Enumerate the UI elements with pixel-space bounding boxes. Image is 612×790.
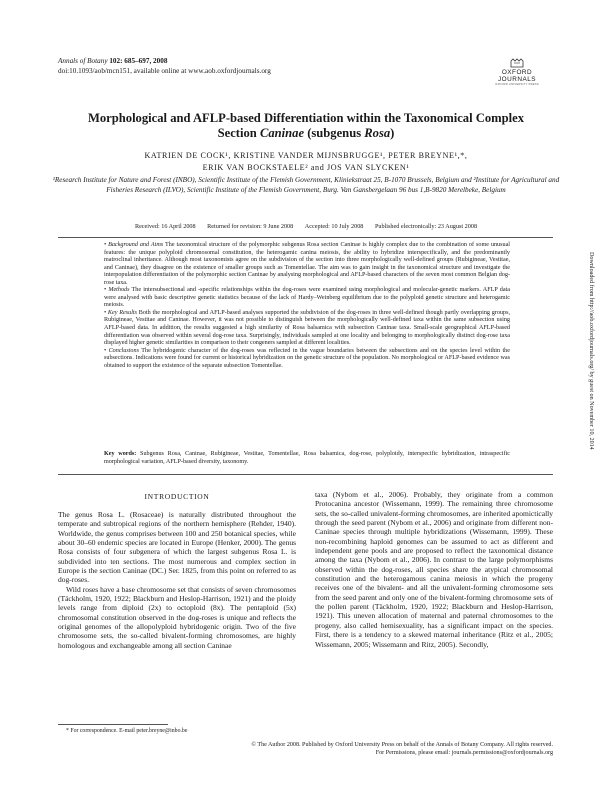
left-paragraph-1: The genus Rosa L. (Rosaceae) is naturally distributed throughout the temperate and subtropical regions of the northern hemisphere (Rehder, 1940). Worldwide, the genus comprises between 100 and 250 botanical species, while about 30–60 endemic species are located in Europe (Henker, 2000). The genus Rosa consists of four subgenera of which the largest subgenus Rosa L. is subdivided into ten sections. The most numerous and complex section in Europe is the section Caninae (DC.) Ser. 1825, from this point on referred to as dog-roses. (58, 510, 296, 585)
oxford-crest-icon (510, 58, 524, 68)
doi-line[interactable]: doi:10.1093/aob/mcn151, available online at www.aob.oxfordjournals.org (58, 66, 271, 75)
journal-name: Annals of Botany (58, 57, 108, 65)
article-title (40, 111, 572, 141)
abstract-top-rule (58, 237, 553, 238)
affiliations: ¹Research Institute for Nature and Forest (INBO), Scientific Institute of the Flemish Government, Kliniekstraat 25, B-1070 Brussels, Belgium and ²Institute for Agricultural and Fisheries Research (ILVO), Scientific Institute of the Flemish Government, Burg. Van Gansbergelaan 96 bus 1,B-9820 Merelbeke, Belgium (52, 176, 560, 194)
abstract-bottom-rule (58, 474, 553, 475)
right-paragraph-1: taxa (Nybom et al., 2006). Probably, they originate from a common Protocanina ancestor (Wissemann, 1999). The remaining three chromosome sets, the so-called univalent-forming chromosomes, are inherited apomictically through the seed parent (Nybom et al., 2006) and originate from different non-Caninae species through multiple hybridizations (Wissemann, 1999). These non-recombining haploid genomes can be assumed to act as different and independent gene pools and are proposed to reflect the taxonomical distance among the taxa (Nybom et al., 2006). In contrast to the large polymorphisms observed within the dog-roses, all species share the atypical chromosomal constitution and the heterogamous canina meiosis in which the progeny receives one of the bivalent- and all the univalent-forming chromosome sets from the seed parent and only one of the bivalent-forming chromosome sets of the pollen parent (Täckholm, 1920, 1922; Blackburn and Heslop-Harrison, 1921). This uneven allocation of maternal and paternal chromosomes to the progeny, also called hemisexuality, has a significant impact on the species. First, there is a tendency to a skewed maternal inheritance (Ritz et al., 2005; Wissemann, 2005; Wissemann and Ritz, 2005). Secondly, (315, 490, 553, 649)
publisher-logo-subtext: OXFORD UNIVERSITY PRESS (495, 83, 539, 86)
abstract (104, 242, 510, 370)
journal-citation (58, 57, 271, 67)
date-accepted: Accepted: 10 July 2008 (304, 223, 364, 230)
left-paragraph-2: Wild roses have a base chromosome set that consists of seven chromosomes (Täckholm, 1920, 1922; Blackburn and Heslop-Harrison, 1921) and the ploidy levels range from diploid (2x) to octoploid (8x). The pentaploid (5x) chromosomal constitution observed in the dog-roses is unique and reflects the original genomes of the allopolyploid hybridogenic origin. Two of the five chromosome sets, the so-called bivalent-forming chromosomes, are highly homologous and exchangeable among all section Caninae (58, 584, 296, 650)
title-line-1: Morphological and AFLP-based Differentiation within the Taxonomical Complex (87, 111, 525, 125)
publisher-logo (482, 58, 552, 86)
journal-volume: 102: 685–697, 2008 (109, 57, 168, 65)
abstract-conclusions: • Conclusions The hybridogenic character of the dog-roses was reflected in the vague boundaries between the subsections and on the species level within the subsections. Indications were found for current or historical hybridization on the genetic structure of the population. No morphological or AFLP-based evidence was obtained to support the existence of the separate subsection Tomentellae. (104, 347, 510, 369)
publisher-logo-text: OXFORD JOURNALS (497, 69, 537, 83)
section-heading-introduction: INTRODUCTION (144, 492, 210, 501)
article-dates (40, 223, 572, 230)
right-column (315, 490, 553, 649)
abstract-methods: • Methods The intersubsectional and -specific relationships within the dog-roses were examined using morphological and molecular-genetic markers. AFLP data were analysed with basic descriptive genetic statistics because of the lack of Hardy–Weinberg equilibrium due to the polyploid genetic structure and heterogamic meiosis. (104, 287, 510, 309)
authors-line-2: ERIK VAN BOCKSTAELE² and JOS VAN SLYCKEN¹ (202, 162, 410, 172)
download-watermark (580, 252, 594, 522)
left-column (58, 510, 296, 650)
copyright-line-2: For Permissions, please email: journals.permissions@oxfordjournals.org (375, 750, 553, 757)
title-line-2: Section Caninae (subgenus Rosa) (217, 126, 395, 141)
date-returned: Returned for revision: 9 June 2008 (207, 223, 294, 230)
abstract-results: • Key Results Both the morphological and AFLP-based analyses supported the subdivision of the dog-roses in three well-defined though partly overlapping groups, Rubigineae, Vestitae and Caninae. However, it was not possible to distinguish between the morphologically well-defined taxa within the same subsection using AFLP-based data. In addition, the results suggested a high similarity of Rosa balsamica with subsection Caninae taxa. Small-scale geographical AFLP-based differentiation was observed within several dog-rose taxa. Surprisingly, individuals sampled at one locality and belonging to morphologically distinct dog-rose taxa displayed higher genetic similarities in comparison to their congeners sampled at different localities. (104, 309, 510, 347)
date-published: Published electronically: 23 August 2008 (374, 223, 478, 230)
download-watermark-text: Downloaded from http://aob.oxfordjournals.org/ by guest on November 10, 2014 (588, 252, 594, 450)
abstract-background: • Background and Aims The taxonomical structure of the polymorphic subgenus Rosa section Caninae is highly complex due to the combination of some unusual features: the unique polyploid chromosomal constitution, the heterogamic canina meiosis, the ability to hybridize interspecifically, and the predominantly matroclinal inheritance. Although most taxonomists agree on the subdivision of the section into three morphologically well-defined groups (Rubigineae, Vestitae, and Caninae), they disagree on the existence of smaller groups such as Tomentellae. The aim was to gain insight in the taxonomical structure and investigate the interpopulation differentiation of the polymorphic section Caninae by analysing morphological and AFLP-based characters of the seven most common Belgian dog-rose taxa. (104, 242, 511, 286)
copyright-line-1: © The Author 2008. Published by Oxford University Press on behalf of the Annals of Botany Company. All rights reserved. (251, 742, 553, 748)
date-received: Received: 16 April 2008 (134, 223, 196, 230)
author-list (40, 150, 572, 173)
correspondence-footnote: * For correspondence. E-mail peter.breyne@inbo.be (66, 728, 188, 734)
authors-line-1: KATRIEN DE COCK¹, KRISTINE VANDER MIJNSBRUGGE¹, PETER BREYNE¹,*, (144, 151, 468, 160)
keywords-label: Key words: (104, 451, 137, 457)
journal-header (58, 57, 271, 76)
keywords (104, 451, 510, 466)
footnote-rule (58, 724, 168, 725)
keywords-text: Subgenus Rosa, Caninae, Rubigineae, Vestitae, Tomentellae, Rosa balsamica, dog-rose, polyploidy, interspecific hybridization, intraspecific morphological variation, AFLP-based diversity, taxonomy. (104, 451, 510, 465)
copyright-notice (58, 741, 553, 757)
